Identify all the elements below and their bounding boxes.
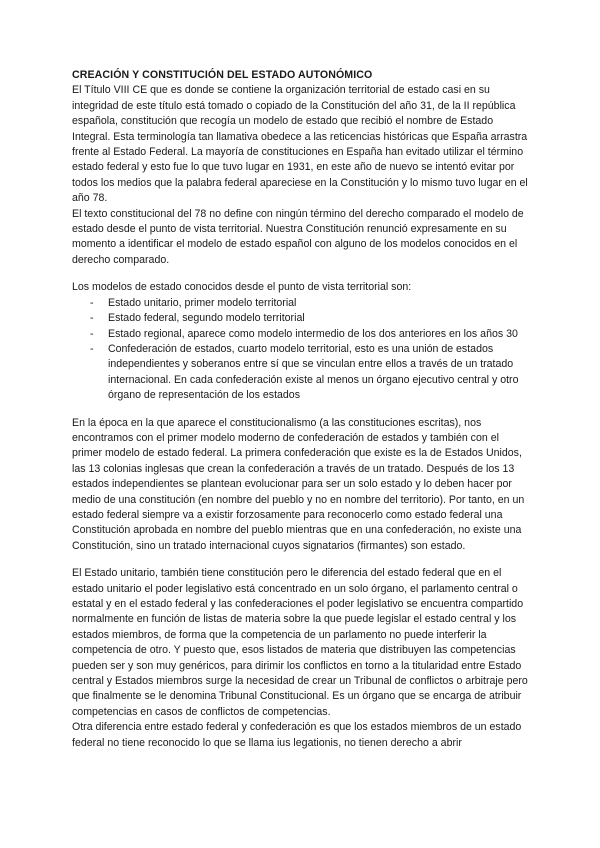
list-bullet: -	[90, 312, 94, 325]
list-bullet: -	[90, 327, 94, 340]
list-item-text: Estado unitario, primer modelo territorial	[108, 296, 297, 309]
confederation-paragraph: En la época en la que aparece el constitucionalismo (a las constituciones escritas), nos encontramos con el primer modelo moderno de confederación de estados y también con el primer modelo de estado federal. La primera confederación que existe es la de Estados Unidos, las 13 colonias inglesas que crean la confederación a través de un tratado. Después de los 13 estados independientes se plantean evolucionar para ser un solo estado y lo deben hacer por medio de una constitución (en nombre del pueblo y no en nombre del territorio). Por tanto, en un estado federal siempre va a existir forzosamente para reconocerlo como estado federal una Constitución aprobada en nombre del pueblo mientras que en una confederación, no existe una Constitución, sino un tratado internacional cuyos signatarios (firmantes) son estado.	[72, 416, 525, 552]
list-bullet: -	[90, 296, 94, 309]
list-item	[90, 327, 530, 342]
paragraph-gap	[72, 404, 530, 416]
list-bullet: -	[90, 342, 94, 355]
document-page	[72, 68, 530, 751]
intro-paragraph-1: El Título VIII CE que es donde se contiene la organización territorial de estado casi en su integridad de este título está tomado o copiado de la Constitución del año 31, de la II república española, constitución que recogía un modelo de estado que recibió el nombre de Estado Integral. Esta terminología tan llamativa obedece a las reticencias históricas que España arrastra frente al Estado Federal. La mayoría de constituciones en España han evitado utilizar el término estado federal y esto fue lo que tuvo lugar en 1931, en este año de nuevo se intentó evitar por todos los medios que la palabra federal apareciese en la Constitución y lo mismo tuvo lugar en el año 78.	[72, 84, 528, 205]
list-item	[90, 296, 530, 311]
models-list	[72, 296, 530, 404]
models-intro: Los modelos de estado conocidos desde el punto de vista territorial son:	[72, 281, 412, 294]
list-item-text: Estado regional, aparece como modelo intermedio de los dos anteriores en los años 30	[108, 327, 518, 340]
list-item	[90, 342, 530, 404]
intro-paragraph-2: El texto constitucional del 78 no define con ningún término del derecho comparado el modelo de estado desde el punto de vista territorial. Nuestra Constitución renunció expresamente en su momento a identificar el modelo de estado español con alguno de los modelos conocidos en el derecho comparado.	[72, 207, 524, 266]
paragraph-gap	[72, 554, 530, 566]
difference-paragraph: Otra diferencia entre estado federal y confederación es que los estados miembros de un estado federal no tiene reconocido lo que se llama ius legationis, no tienen derecho a abrir	[72, 721, 522, 749]
unitary-state-paragraph: El Estado unitario, también tiene constitución pero le diferencia del estado federal que en el estado unitario el poder legislativo está concentrado en un solo órgano, el parlamento central o estatal y en el estado federal y las confederaciones el poder legislativo se encuentra compartido normalmente en función de listas de materia sobre la que puede legislar el estado central y los estados miembros, de forma que la competencia de un parlamento no puede interferir la competencia de otro. Y puesto que, esos listados de materia que distribuyen las competencias pueden ser y son muy genéricos, para dirimir los conflictos en torno a la titularidad entre Estado central y Estados miembros surge la necesidad de crear un Tribunal de conflictos o arbitraje pero que finalmente se le denomina Tribunal Constitucional. Es un órgano que se encarga de atribuir competencias en casos de conflictos de competencias.	[72, 567, 528, 718]
list-item-text: Confederación de estados, cuarto modelo territorial, esto es una unión de estados independientes y soberanos entre sí que se vinculan entre ellos a través de un tratado internacional. En cada confederación existe al menos un órgano ejecutivo central y otro órgano de representación de los estados	[108, 342, 519, 402]
document-title: CREACIÓN Y CONSTITUCIÓN DEL ESTADO AUTONÓMICO	[72, 69, 373, 81]
paragraph-gap	[72, 268, 530, 280]
list-item-text: Estado federal, segundo modelo territorial	[108, 312, 305, 325]
list-item	[90, 311, 530, 326]
